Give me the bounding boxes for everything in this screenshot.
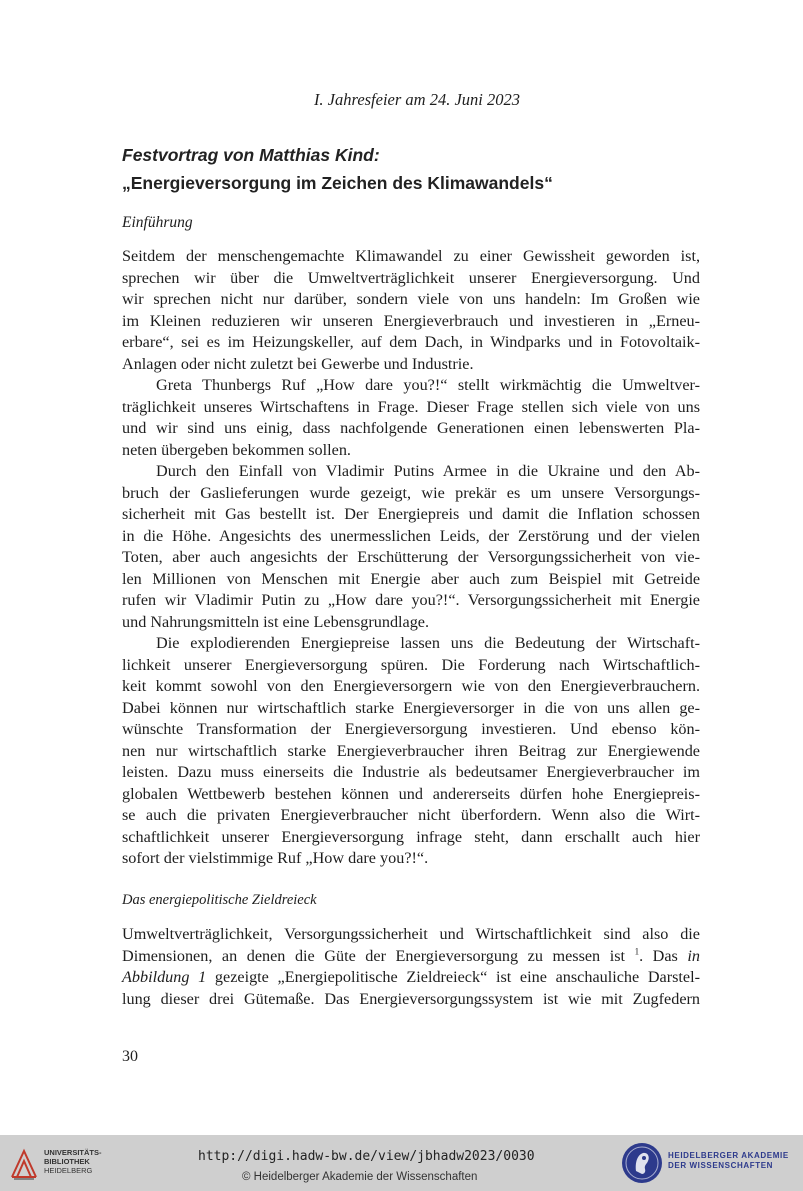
academy-name-line: HEIDELBERGER AKADEMIE xyxy=(668,1151,789,1160)
academy-name xyxy=(668,1151,789,1171)
library-emblem-icon xyxy=(8,1145,40,1181)
library-name-line: UNIVERSITÄTS- xyxy=(44,1148,102,1157)
text-line: lung dieser drei Gütemaße. Das Energieversorgungssystem ist wie mit Zugfedern xyxy=(122,989,700,1008)
section-heading-einfuehrung: Einführung xyxy=(122,214,193,231)
text-line: rufen wir Vladimir Putin zu „How dare you?!“. Versorgungssicherheit mit Energie xyxy=(122,591,700,609)
text-line xyxy=(122,946,700,968)
section-heading-zieldreieck: Das energiepolitische Zieldreieck xyxy=(122,892,317,908)
text-line: bruch der Gaslieferungen wurde gezeigt, wie prekär es um unsere Versorgungs- xyxy=(122,483,700,502)
text-line: sicherheit mit Gas bestellt ist. Der Energiepreis und damit die Inflation schossen xyxy=(122,505,700,523)
text-line: keit kommt sowohl von den Energieversorgern wie von den Energieverbrauchern. xyxy=(122,677,700,695)
text-line: wir sprechen nicht nur darüber, sondern viele von uns handeln: Im Großen wie xyxy=(122,290,700,308)
running-head: I. Jahresfeier am 24. Juni 2023 xyxy=(313,90,520,109)
text-line: erbare“, sei es im Heizungskeller, auf dem Dach, in Windparks und in Fotovoltaik- xyxy=(122,333,700,351)
text-line: träglichkeit unseres Wirtschaftens in Frage. Dieser Frage stellen sich viele von uns xyxy=(122,397,700,416)
library-name-line: HEIDELBERG xyxy=(44,1166,93,1175)
academy-seal-icon xyxy=(620,1141,664,1185)
text-line: lichkeit unserer Energieversorgung spüren. Die Forderung nach Wirtschaftlich- xyxy=(122,655,700,674)
paragraph xyxy=(122,375,700,461)
text-span: gezeigte „Energiepolitische Zieldreieck“ ist eine anschauliche Darstel- xyxy=(206,968,700,986)
figure-reference: in xyxy=(687,946,701,965)
text-span: . Das xyxy=(639,946,688,965)
academy-name-line: DER WISSENSCHAFTEN xyxy=(668,1161,774,1170)
text-line: neten übergeben bekommen sollen. xyxy=(122,440,351,459)
paragraph xyxy=(122,633,700,870)
text-line: Seitdem der menschengemachte Klimawandel zu einer Gewissheit geworden ist, xyxy=(122,247,700,265)
figure-reference[interactable]: Abbildung 1 xyxy=(122,968,207,986)
text-line: se auch die privaten Energieverbraucher nicht überfordern. Wenn also die Wirt- xyxy=(122,806,700,824)
footer-bar xyxy=(0,1135,803,1191)
text-line: leisten. Dazu muss einerseits die Industrie als bedeutsamer Energieverbraucher im xyxy=(122,763,700,781)
text-line: und Nahrungsmitteln ist eine Lebensgrundlage. xyxy=(122,612,430,631)
academy-logo[interactable] xyxy=(620,1141,664,1189)
text-line: globalen Wettbewerb bestehen können und andererseits dürfen hohe Energiepreis- xyxy=(122,784,700,803)
text-line: sprechen wir über die Umweltverträglichkeit unserer Energieversorgung. Und xyxy=(122,268,700,287)
text-line: Greta Thunbergs Ruf „How dare you?!“ stellt wirkmächtig die Umweltver- xyxy=(156,376,700,394)
section2-body xyxy=(122,924,700,1010)
text-line: nen nur wirtschaftlich starke Energieverbraucher ihren Beitrag zur Energiewende xyxy=(122,741,700,760)
lecture-title-line1: Festvortrag von Matthias Kind: xyxy=(122,145,380,165)
footnote-reference[interactable]: 1 xyxy=(634,946,640,957)
text-line: Die explodierenden Energiepreise lassen uns die Bedeutung der Wirtschaft- xyxy=(156,634,700,652)
permalink-url[interactable]: http://digi.hadw-bw.de/view/jbhadw2023/0030 xyxy=(198,1149,535,1164)
section1-body xyxy=(122,246,700,870)
text-line: Toten, aber auch angesichts der Erschütterung der Versorgungssicherheit von vie- xyxy=(122,548,700,566)
text-span: Dimensionen, an denen die Güte der Energieversorgung zu messen ist xyxy=(122,946,626,965)
library-name-line: BIBLIOTHEK xyxy=(44,1157,90,1166)
university-library-logo[interactable] xyxy=(8,1145,40,1185)
text-line: Durch den Einfall von Vladimir Putins Armee in die Ukraine und den Ab- xyxy=(156,462,700,480)
lecture-title-line2: „Energieversorgung im Zeichen des Klimawandels“ xyxy=(122,173,553,193)
university-library-name xyxy=(44,1148,102,1175)
page-number: 30 xyxy=(122,1048,138,1065)
text-line: schaftlichkeit unserer Energieversorgung infrage steht, dann erschallt auch hier xyxy=(122,827,700,846)
text-line: in die Höhe. Angesichts des unermesslichen Leids, der Zerstörung und der vielen xyxy=(122,526,700,545)
paragraph xyxy=(122,461,700,633)
text-line: len Millionen von Menschen mit Energie aber auch zum Beispiel mit Getreide xyxy=(122,569,700,588)
text-line: Anlagen oder nicht zuletzt bei Gewerbe und Industrie. xyxy=(122,354,474,373)
text-line: im Kleinen reduzieren wir unseren Energieverbrauch und investieren in „Erneu- xyxy=(122,311,700,330)
text-line: Umweltverträglichkeit, Versorgungssicherheit und Wirtschaftlichkeit sind also die xyxy=(122,925,700,943)
text-line xyxy=(122,967,700,989)
text-line: sofort der vielstimmige Ruf „How dare you?!“. xyxy=(122,849,429,867)
text-line: und wir sind uns einig, dass nachfolgende Generationen einen lebenswerten Pla- xyxy=(122,419,700,437)
text-line: Dabei können nur wirtschaftlich starke Energieversorger in die von uns allen ge- xyxy=(122,698,700,717)
text-line: wünschte Transformation der Energieversorgung investieren. Und ebenso kön- xyxy=(122,720,700,738)
paragraph xyxy=(122,246,700,375)
copyright-notice: © Heidelberger Akademie der Wissenschaften xyxy=(242,1171,478,1183)
